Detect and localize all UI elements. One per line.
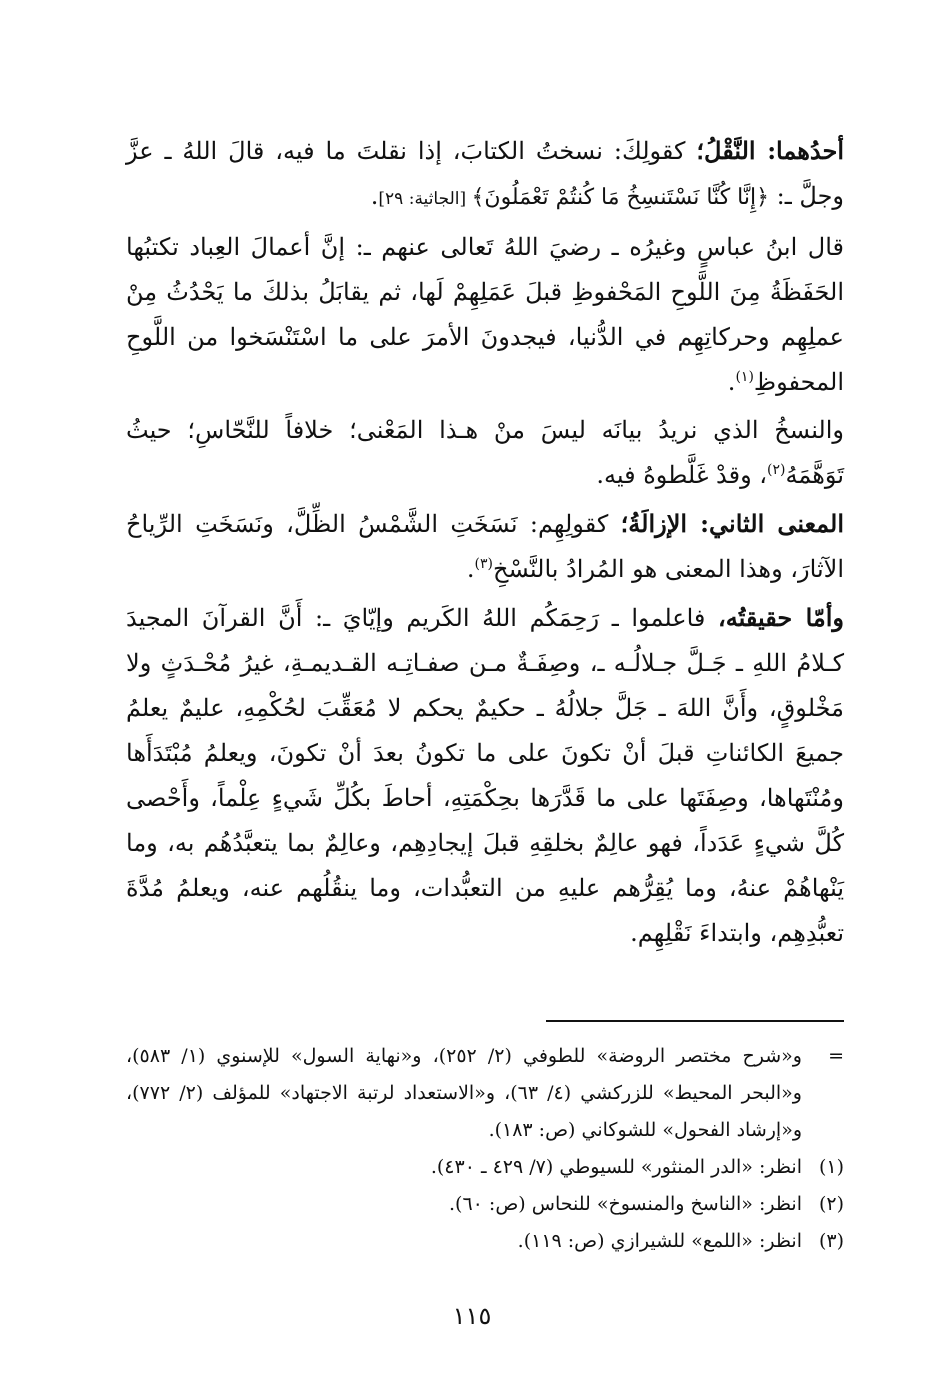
- paragraph-text: كقولِكَ: نسختُ الكتابَ، إذا نقلتَ ما فيه، قالَ اللهُ ـ عزَّ وجلَّ ـ:: [126, 137, 844, 210]
- paragraph-end: .: [466, 555, 475, 583]
- paragraph-text: كقولِهِم: نَسَخَتِ الشَّمْسُ الظِّلَّ، ونَسَخَتِ الرِّياحُ الآثارَ، وهذا المعنى هو المُرادُ بالنَّسْخِ: [126, 510, 844, 583]
- footnote-1: [126, 1149, 844, 1186]
- footnote-text: انظر: «اللمع» للشيرازي (ص: ١١٩).: [517, 1230, 802, 1252]
- quran-verse: ﴿إِنَّا كُنَّا نَسْتَنسِخُ مَا كُنتُمْ تَعْمَلُونَ﴾: [471, 185, 770, 210]
- footnote-ref-2: (٢): [767, 462, 786, 478]
- main-text: [126, 128, 844, 956]
- paragraph-reality: [126, 595, 844, 956]
- page-number: ١١٥: [452, 1302, 492, 1330]
- footnote-mark: (١): [818, 1156, 844, 1178]
- section-label-second-meaning: المعنى الثاني: الإزالَةُ؛: [620, 509, 845, 538]
- paragraph-text-continued: ، وقدْ غَلَّطوهُ فيه.: [596, 461, 768, 489]
- footnote-text: و«شرح مختصر الروضة» للطوفي (٢/ ٢٥٢)، و«نهاية السول» للإسنوي (١/ ٥٨٣)، و«البحر المحيط» للزركشي (٤/ ٦٣)، و«الاستعداد لرتبة الاجتهاد» للمؤلف (٢/ ٧٧٢)، و«إرشاد الفحول» للشوكاني (ص: ١٨٣).: [126, 1045, 802, 1141]
- footnote-mark: =: [828, 1045, 844, 1067]
- paragraph-text: قال ابنُ عباسٍ وغيرُه ـ رضيَ اللهُ تَعالى عنهم ـ: إنَّ أعمالَ العِباد تكتبُها الحَفَظَةُ مِنَ اللَّوحِ المَحْفوظِ قبلَ عَمَلِهِمْ لَها، ثم يقابَلُ بذلكَ ما يَحْدُثُ مِنْ عملِهِم وحركاتِهِم في الدُّنيا، فيجدونَ الأمرَ على ما اسْتَنْسَخوا من اللَّوحِ المحفوظِ: [126, 233, 845, 396]
- footnote-ref-1: (١): [735, 369, 754, 385]
- footnote-mark: (٣): [818, 1230, 844, 1252]
- footnote-ref-3: (٣): [474, 556, 494, 572]
- footnote-text: انظر: «الناسخ والمنسوخ» للنحاس (ص: ٦٠).: [449, 1193, 802, 1215]
- paragraph-text: فاعلموا ـ رَحِمَكُم اللهُ الكَريم وإيّايَ ـ: أَنَّ القرآنَ المجيدَ كـلامُ اللهِ ـ جَـلَّ جـلالُـه ـ، وصِفَـةٌ مـن صفـاتِـه القـديمـةِ، غيرُ مُحْـدَثٍ ولا مَخْلوقٍ، وأَنَّ اللهَ ـ جَلَّ جلالُهُ ـ حكيمٌ يحكم لا مُعَقِّبَ لحُكْمِهِ، عليمٌ يعلمُ جميعَ الكائناتِ قبلَ أنْ تكونَ على ما تكونُ بعدَ أنْ تكونَ، ويعلمُ مُبْتَدَأَها ومُنْتَهاها، وصِفَتَها على ما قَدَّرَها بحِكْمَتِهِ، أحاطَ بكُلِّ شَيءٍ عِلْماً، وأَحْصى كُلَّ شيءٍ عَدَداً، فهو عالِمٌ بخلقِهِ قبلَ إيجادِهِم، وعالِمٌ بما يتعبَّدُهُم به، وما يَنْهاهُمْ عنهُ، وما يُقِرُّهم عليهِ من التعبُّدات، وما ينقُلُهم عنه، ويعلمُ مُدَّةَ تعبُّدِهِم، وابتداءَ نَقْلِهِم.: [126, 604, 844, 947]
- section-label-reality: وأمّا حقيقتُه،: [718, 603, 844, 632]
- footnotes: [126, 1038, 844, 1260]
- footnote-continued: [126, 1038, 844, 1149]
- footnote-text: انظر: «الدر المنثور» للسيوطي (٧/ ٤٢٩ ـ ٤٣٠).: [430, 1156, 802, 1178]
- paragraph-end: .: [727, 368, 736, 396]
- footnote-mark: (٢): [818, 1193, 844, 1215]
- paragraph-first-meaning: [126, 128, 844, 222]
- paragraph-second-meaning: [126, 501, 844, 592]
- verse-reference: [الجاثية: ٢٩]: [378, 189, 472, 209]
- paragraph-nahhas: [126, 408, 844, 498]
- footnote-3: [126, 1223, 844, 1260]
- footnote-separator: [546, 1020, 844, 1022]
- footnote-2: [126, 1186, 844, 1223]
- paragraph-text: والنسخُ الذي نريدُ بيانَه ليسَ منْ هـذا المَعْنى؛ خلافاً للنَّحّاسِ؛ حيثُ تَوَهَّمَهُ: [126, 416, 845, 489]
- paragraph-ibn-abbas: [126, 225, 844, 405]
- paragraph-end: .: [370, 182, 379, 210]
- section-label-first-meaning: أحدُهما: النَّقْلُ؛: [696, 136, 845, 165]
